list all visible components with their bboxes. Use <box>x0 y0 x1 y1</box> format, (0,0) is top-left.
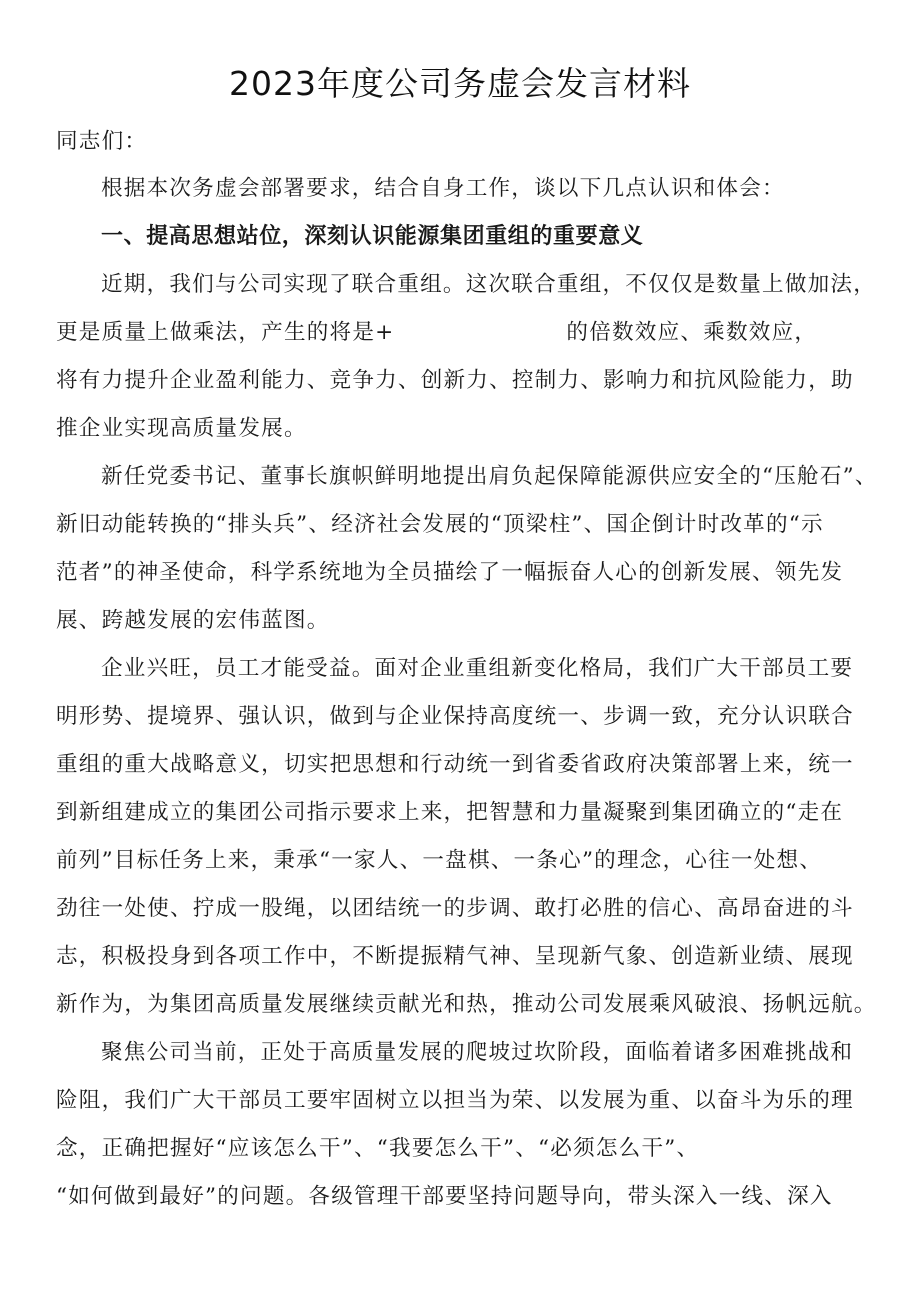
paragraph-line: 险阻，我们广大干部员工要牢固树立以担当为荣、以发展为重、以奋斗为乐的理 <box>56 1088 854 1113</box>
salutation: 同志们： <box>56 129 148 154</box>
paragraph-line <box>56 318 817 348</box>
paragraph-segment: 的倍数效应、乘数效应， <box>566 320 818 345</box>
paragraph-line: 念，正确把握好“应该怎么干”、“我要怎么干”、“必须怎么干”、 <box>56 1136 700 1161</box>
paragraph-line: 新任党委书记、董事长旗帜鲜明地提出肩负起保障能源供应安全的“压舱石”、 <box>101 464 878 489</box>
paragraph-line: 将有力提升企业盈利能力、竞争力、创新力、控制力、影响力和抗风险能力，助 <box>56 368 854 393</box>
paragraph-line: 企业兴旺，员工才能受益。面对企业重组新变化格局，我们广大干部员工要 <box>101 656 854 681</box>
paragraph-line: 重组的重大战略意义，切实把思想和行动统一到省委省政府决策部署上来，统一 <box>56 752 854 777</box>
paragraph-line: “如何做到最好”的问题。各级管理干部要坚持问题导向，带头深入一线、深入 <box>56 1184 833 1209</box>
paragraph-line: 新旧动能转换的“排头兵”、经济社会发展的“顶梁柱”、国企倒计时改革的“示 <box>56 512 824 537</box>
paragraph-line: 聚焦公司当前，正处于高质量发展的爬坡过坎阶段，面临着诸多困难挑战和 <box>101 1040 854 1065</box>
paragraph-line: 劲往一处使、拧成一股绳，以团结统一的步调、敢打必胜的信心、高昂奋进的斗 <box>56 896 854 921</box>
paragraph-line: 推企业实现高质量发展。 <box>56 416 307 441</box>
paragraph-line: 范者”的神圣使命，科学系统地为全员描绘了一幅振奋人心的创新发展、领先发 <box>56 560 844 585</box>
paragraph-line: 近期，我们与公司实现了联合重组。这次联合重组，不仅仅是数量上做加法， <box>101 272 876 297</box>
paragraph-line: 明形势、提境界、强认识，做到与企业保持高度统一、步调一致，充分认识联合 <box>56 704 854 729</box>
intro-line: 根据本次务虚会部署要求，结合自身工作，谈以下几点认识和体会： <box>101 176 785 201</box>
section-heading-1: 一、提高思想站位，深刻认识能源集团重组的重要意义 <box>101 224 644 249</box>
paragraph-line: 前列”目标任务上来，秉承“一家人、一盘棋、一条心”的理念，心往一处想、 <box>56 848 823 873</box>
paragraph-line: 新作为，为集团高质量发展继续贡献光和热，推动公司发展乘风破浪、扬帆远航。 <box>56 992 877 1017</box>
paragraph-line: 志，积极投身到各项工作中，不断提振精气神、呈现新气象、创造新业绩、展现 <box>56 944 854 969</box>
paragraph-line: 到新组建成立的集团公司指示要求上来，把智慧和力量凝聚到集团确立的“走在 <box>56 800 844 825</box>
paragraph-segment: 更是质量上做乘法，产生的将是+ <box>56 320 395 345</box>
paragraph-line: 展、跨越发展的宏伟蓝图。 <box>56 608 330 633</box>
document-title: 2023年度公司务虚会发言材料 <box>229 64 691 103</box>
